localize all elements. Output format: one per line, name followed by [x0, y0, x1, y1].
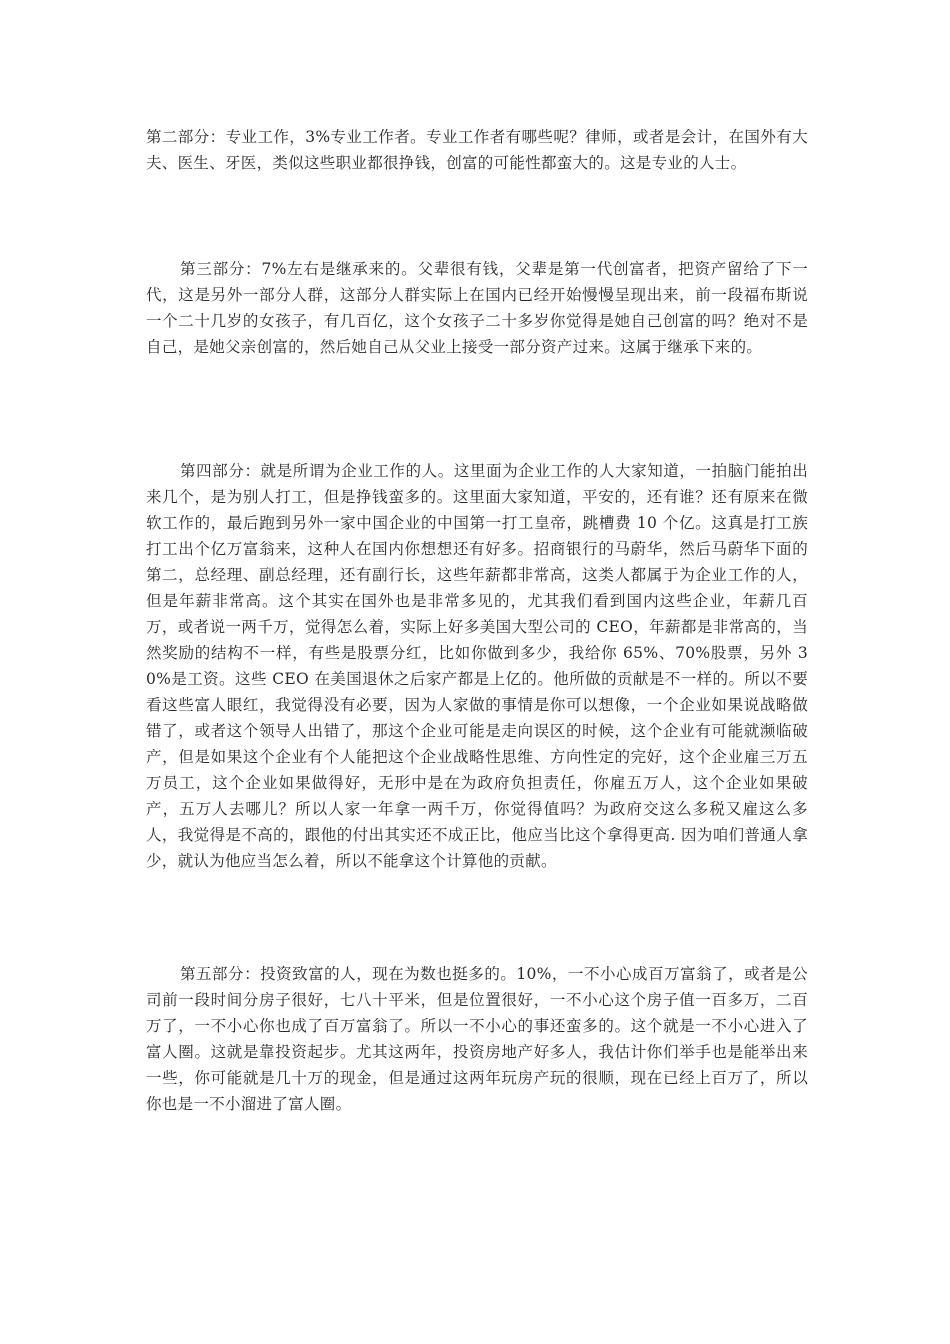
paragraph-part-two: 第二部分：专业工作，3%专业工作者。专业工作者有哪些呢？律师，或者是会计，在国外有大夫、医生、牙医，类似这些职业都很挣钱，创富的可能性都蛮大的。这是专业的人士。 [146, 128, 808, 172]
paragraph-part-three: 第三部分：7%左右是继承来的。父辈很有钱，父辈是第一代创富者，把资产留给了下一代，这是另外一部分人群，这部分人群实际上在国内已经开始慢慢呈现出来，前一段福布斯说一个二十几岁的女孩子，有几百亿，这个女孩子二十多岁你觉得是她自己创富的吗？绝对不是自己，是她父亲创富的，然后她自己从父业上接受一部分资产过来。这属于继承下来的。 [146, 260, 808, 356]
paragraph-part-four: 第四部分：就是所谓为企业工作的人。这里面为企业工作的人大家知道，一拍脑门能拍出来几个，是为别人打工，但是挣钱蛮多的。这里面大家知道，平安的，还有谁？还有原来在微软工作的，最后跑到另外一家中国企业的中国第一打工皇帝，跳槽费 10 个亿。这真是打工族打工出个亿万富翁来，这种人在国内你想想还有好多。招商银行的马蔚华，然后马蔚华下面的第二，总经理、副总经理，还有副行长，这些年薪都非常高，这类人都属于为企业工作的人，但是年薪非常高。这个其实在国外也是非常多见的，尤其我们看到国内这些企业，年薪几百万，或者说一两千万，觉得怎么着，实际上好多美国大型公司的 CEO，年薪都是非常高的，当然奖励的结构不一样，有些是股票分红，比如你做到多少，我给你 65%、70%股票，另外 30%是工资。这些 CEO 在美国退休之后家产都是上亿的。他所做的贡献是不一样的。所以不要看这些富人眼红，我觉得没有必要，因为人家做的事情是你可以想像，一个企业如果说战略做错了，或者这个领导人出错了，那这个企业可能是走向误区的时候，这个企业有可能就濒临破产，但是如果这个企业有个人能把这个企业战略性思维、方向性定的完好，这个企业雇三万五万员工，这个企业如果做得好，无形中是在为政府负担责任，你雇五万人，这个企业如果破产，五万人去哪儿？所以人家一年拿一两千万，你觉得值吗？为政府交这么多税又雇这么多人，我觉得是不高的，跟他的付出其实还不成正比，他应当比这个拿得更高. 因为咱们普通人拿少，就认为他应当怎么着，所以不能拿这个计算他的贡献。 [146, 462, 808, 870]
paragraph-part-five: 第五部分：投资致富的人，现在为数也挺多的。10%，一不小心成百万富翁了，或者是公司前一段时间分房子很好，七八十平米，但是位置很好，一不小心这个房子值一百多万，二百万了，一不小心你也成了百万富翁了。所以一不小心的事还蛮多的。这个就是一不小心进入了富人圈。这就是靠投资起步。尤其这两年，投资房地产好多人，我估计你们举手也是能举出来一些，你可能就是几十万的现金，但是通过这两年玩房产玩的很顺，现在已经上百万了，所以你也是一不小溜进了富人圈。 [146, 965, 808, 1113]
